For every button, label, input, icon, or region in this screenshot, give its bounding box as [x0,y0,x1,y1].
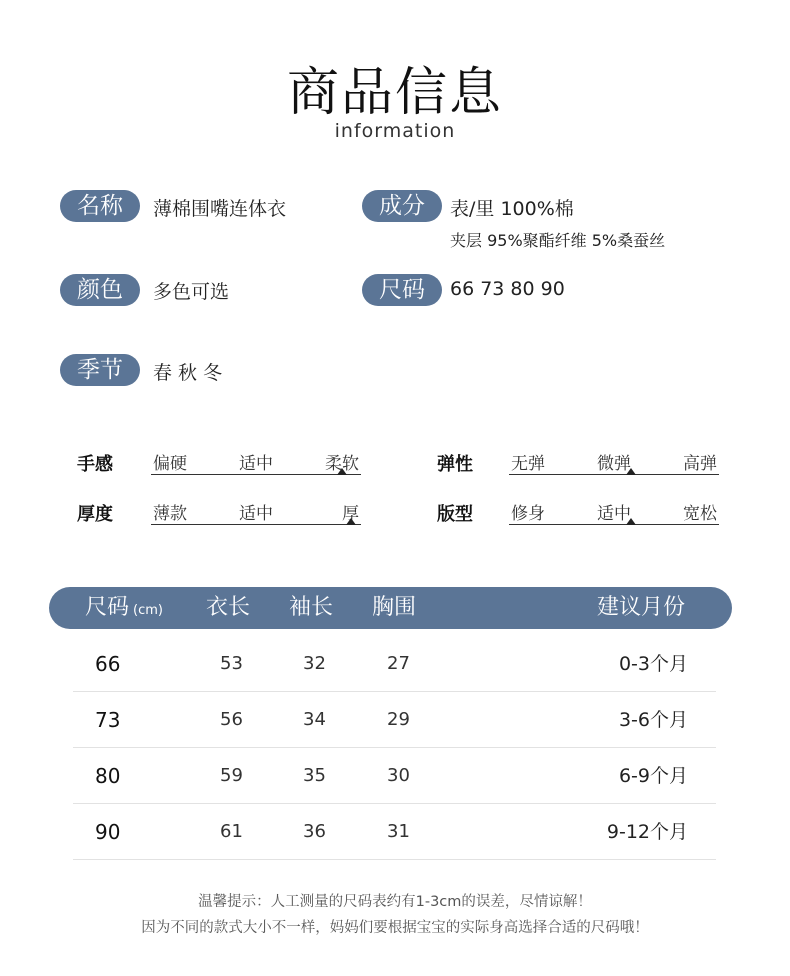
table-row [73,636,716,692]
fit-option-loose: 宽松 [683,504,717,524]
row-length: 56 [220,709,243,730]
elasticity-option-slight: 微弹 [597,454,631,474]
row-length: 59 [220,765,243,786]
feel-scale-line [151,474,361,475]
row-sleeve: 36 [303,821,326,842]
row-length: 53 [220,653,243,674]
elasticity-scale-line [509,474,719,475]
row-age: 3-6个月 [618,709,688,731]
row-age: 6-9个月 [618,765,688,787]
row-size: 73 [95,708,121,732]
row-age: 9-12个月 [606,821,688,843]
fit-option-slim: 修身 [511,504,545,524]
thickness-option-thick: 厚 [342,504,359,524]
table-row [73,748,716,804]
fit-label: 版型 [437,504,473,525]
header-size: 尺码 (cm) [85,595,163,620]
row-size: 66 [95,652,121,676]
feel-scale [151,449,361,475]
fit-selected-marker [626,518,636,525]
feel-label: 手感 [77,454,113,475]
row-chest: 31 [387,821,410,842]
name-label-badge: 名称 [60,190,140,222]
elasticity-option-high: 高弹 [683,454,717,474]
fit-scale-line [509,524,719,525]
row-sleeve: 35 [303,765,326,786]
footer-tip-1: 温馨提示：人工测量的尺码表约有1-3cm的误差，尽情谅解！ [198,894,592,910]
row-chest: 29 [387,709,410,730]
feel-option-hard: 偏硬 [153,454,187,474]
header-sleeve: 袖长 [289,595,334,620]
row-sleeve: 32 [303,653,326,674]
thickness-scale [151,499,361,525]
size-table-header [49,587,732,629]
row-chest: 27 [387,653,410,674]
thickness-label: 厚度 [77,504,113,525]
elasticity-selected-marker [626,468,636,475]
color-label-badge: 颜色 [60,274,140,306]
feel-option-medium: 适中 [239,454,273,474]
row-sleeve: 34 [303,709,326,730]
fit-option-regular: 适中 [597,504,631,524]
composition-value: 表/里 100%棉 [450,198,574,220]
season-label-badge: 季节 [60,354,140,386]
row-size: 80 [95,764,121,788]
header-chest: 胸围 [372,595,417,620]
footer-tip-2: 因为不同的款式大小不一样，妈妈们要根据宝宝的实际身高选择合适的尺码哦！ [141,920,649,936]
page-subtitle: information [334,120,456,142]
row-age: 0-3个月 [618,653,688,675]
composition-label-badge: 成分 [362,190,442,222]
page-title: 商品信息 [286,63,503,123]
season-value: 春 秋 冬 [153,362,223,384]
thickness-selected-marker [346,518,356,525]
table-row [73,692,716,748]
row-size: 90 [95,820,121,844]
elasticity-option-none: 无弹 [511,454,545,474]
thickness-scale-line [151,524,361,525]
header-size-unit: (cm) [133,603,163,618]
size-value: 66 73 80 90 [450,278,565,300]
composition-sub-value: 夹层 95%聚酯纤维 5%桑蚕丝 [450,231,666,250]
row-length: 61 [220,821,243,842]
thickness-option-medium: 适中 [239,504,273,524]
feel-selected-marker [337,468,347,475]
color-value: 多色可选 [153,281,230,303]
elasticity-label: 弹性 [437,454,473,475]
size-label-badge: 尺码 [362,274,442,306]
name-value: 薄棉围嘴连体衣 [153,198,287,220]
header-length: 衣长 [206,595,251,620]
table-row [73,804,716,860]
elasticity-scale [509,449,719,475]
feel-option-soft: 柔软 [325,454,359,474]
thickness-option-thin: 薄款 [153,504,187,524]
row-chest: 30 [387,765,410,786]
fit-scale [509,499,719,525]
header-age: 建议月份 [597,595,686,620]
